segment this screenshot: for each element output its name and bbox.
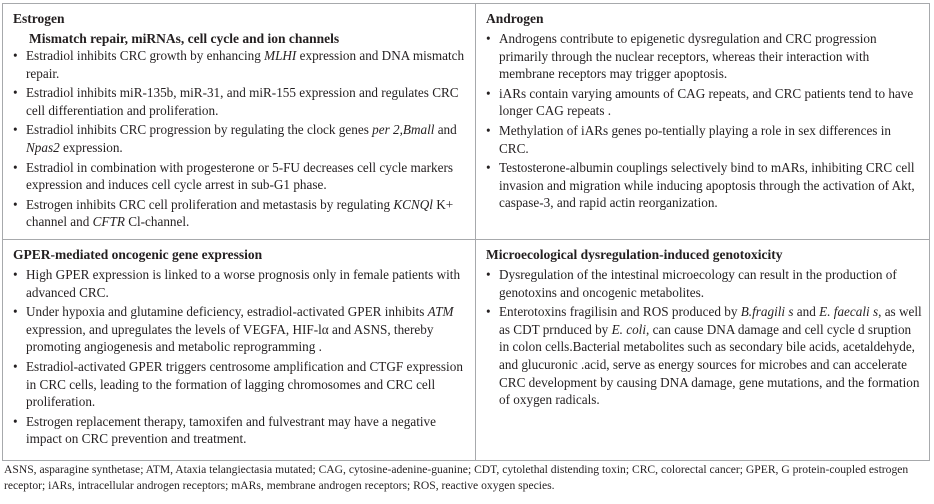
- bullet-list: [13, 266, 469, 448]
- list-item: • Methylation of iARs genes po-tentially playing a role in sex differences in CRC.: [486, 122, 891, 156]
- cell-androgen: [476, 4, 929, 240]
- bullet-icon: •: [486, 122, 491, 138]
- bullet-icon: •: [13, 122, 18, 138]
- cell-heading: GPER-mediated oncogenic gene expression: [13, 247, 263, 262]
- bullet-icon: •: [486, 160, 491, 176]
- list-item: • Estradiol inhibits miR-135b, miR-31, and miR-155 expression and regulates CRC cell differentiation and proliferation.: [13, 85, 459, 118]
- bullet-icon: •: [486, 267, 491, 282]
- cell-heading: Androgen: [486, 11, 544, 26]
- list-item: • Estradiol inhibits CRC progression by regulating the clock genes per 2,Bmall and Npas2 expression.: [13, 122, 457, 155]
- bullet-icon: •: [13, 413, 18, 429]
- cell-microecology: [476, 240, 929, 460]
- list-item: • Estradiol inhibits CRC growth by enhancing MLHI expression and DNA mismatch repair.: [13, 48, 465, 81]
- table-footnote: ASNS, asparagine synthetase; ATM, Ataxia telangiectasia mutated; CAG, cytosine-adenine-guanine; CDT, cytolethal distending toxin; CRC, colorectal cancer; GPER, G protein-coupled estrogen receptor; iARs, intracellular androgen receptors; mARs, membrane androgen receptors; ROS, reactive oxygen species.: [4, 463, 909, 492]
- list-item: • Androgens contribute to epigenetic dysregulation and CRC progression primarily through the nuclear receptors, whereas their interaction with membrane receptors may trigger apoptosis.: [486, 31, 877, 82]
- bullet-list: [486, 30, 923, 212]
- bullet-icon: •: [13, 267, 18, 282]
- bullet-icon: •: [13, 85, 18, 101]
- bullet-icon: •: [13, 159, 18, 175]
- cell-subheading: Mismatch repair, miRNAs, cell cycle and ion channels: [29, 31, 340, 46]
- bullet-list: [13, 47, 469, 231]
- list-item: • High GPER expression is linked to a worse prognosis only in female patients with advanced CRC.: [13, 267, 461, 300]
- cell-estrogen: [3, 4, 476, 240]
- list-item: • Dysregulation of the intestinal microecology can result in the production of genotoxins and oncogenic metabolites.: [486, 267, 897, 300]
- list-item: • Enterotoxins fragilisin and ROS produced by B.fragili s and E. faecali s, as well as CDT prnduced by E. coli, can cause DNA damage and cell cycle d sruption in colon cells.Bacterial metabolites such as secondary bile acids, acetaldehyde, and glucuronic .acid, serve as energy sources for microbes and can accelerate CRC development by causing DNA damage, gene mutations, and the formation of oxygen radicals.: [486, 304, 922, 408]
- list-item: • Estrogen inhibits CRC cell proliferation and metastasis by regulating KCNQl K+ channel and CFTR Cl-channel.: [13, 196, 454, 230]
- bullet-icon: •: [13, 196, 18, 212]
- bullet-icon: •: [486, 31, 491, 46]
- cell-heading: Estrogen: [13, 11, 65, 26]
- summary-table: [2, 3, 930, 461]
- bullet-icon: •: [486, 85, 491, 101]
- list-item: • Estrogen replacement therapy, tamoxifen and fulvestrant may have a negative impact on CRC prevention and treatment.: [13, 413, 436, 447]
- cell-gper: [3, 240, 476, 460]
- list-item: • Testosterone-albumin couplings selectively bind to mARs, inhibiting CRC cell invasion and migration while inducing apoptosis through the activation of Akt, caspase-3, and rapid actin reorganization.: [486, 160, 915, 211]
- list-item: • Estradiol in combination with progesterone or 5-FU decreases cell cycle markers expression and induces cell cycle arrest in sub-G1 phase.: [13, 159, 453, 193]
- list-item: • Under hypoxia and glutamine deficiency, estradiol-activated GPER inhibits ATM expression, and upregulates the levels of VEGFA, HIF-lα and ASNS, thereby promoting angiogenesis and metabolic reprogramming .: [13, 304, 454, 355]
- bullet-icon: •: [13, 304, 18, 320]
- bullet-icon: •: [13, 48, 18, 63]
- list-item: • iARs contain varying amounts of CAG repeats, and CRC patients tend to have longer CAG repeats .: [486, 85, 914, 119]
- bullet-icon: •: [13, 358, 18, 374]
- list-item: • Estradiol-activated GPER triggers centrosome amplification and CTGF expression in CRC cells, leading to the formation of lagging chromosomes and CRC cell proliferation.: [13, 358, 463, 410]
- cell-heading: Microecological dysregulation-induced genotoxicity: [486, 247, 783, 262]
- bullet-list: [486, 266, 923, 409]
- bullet-icon: •: [486, 304, 491, 320]
